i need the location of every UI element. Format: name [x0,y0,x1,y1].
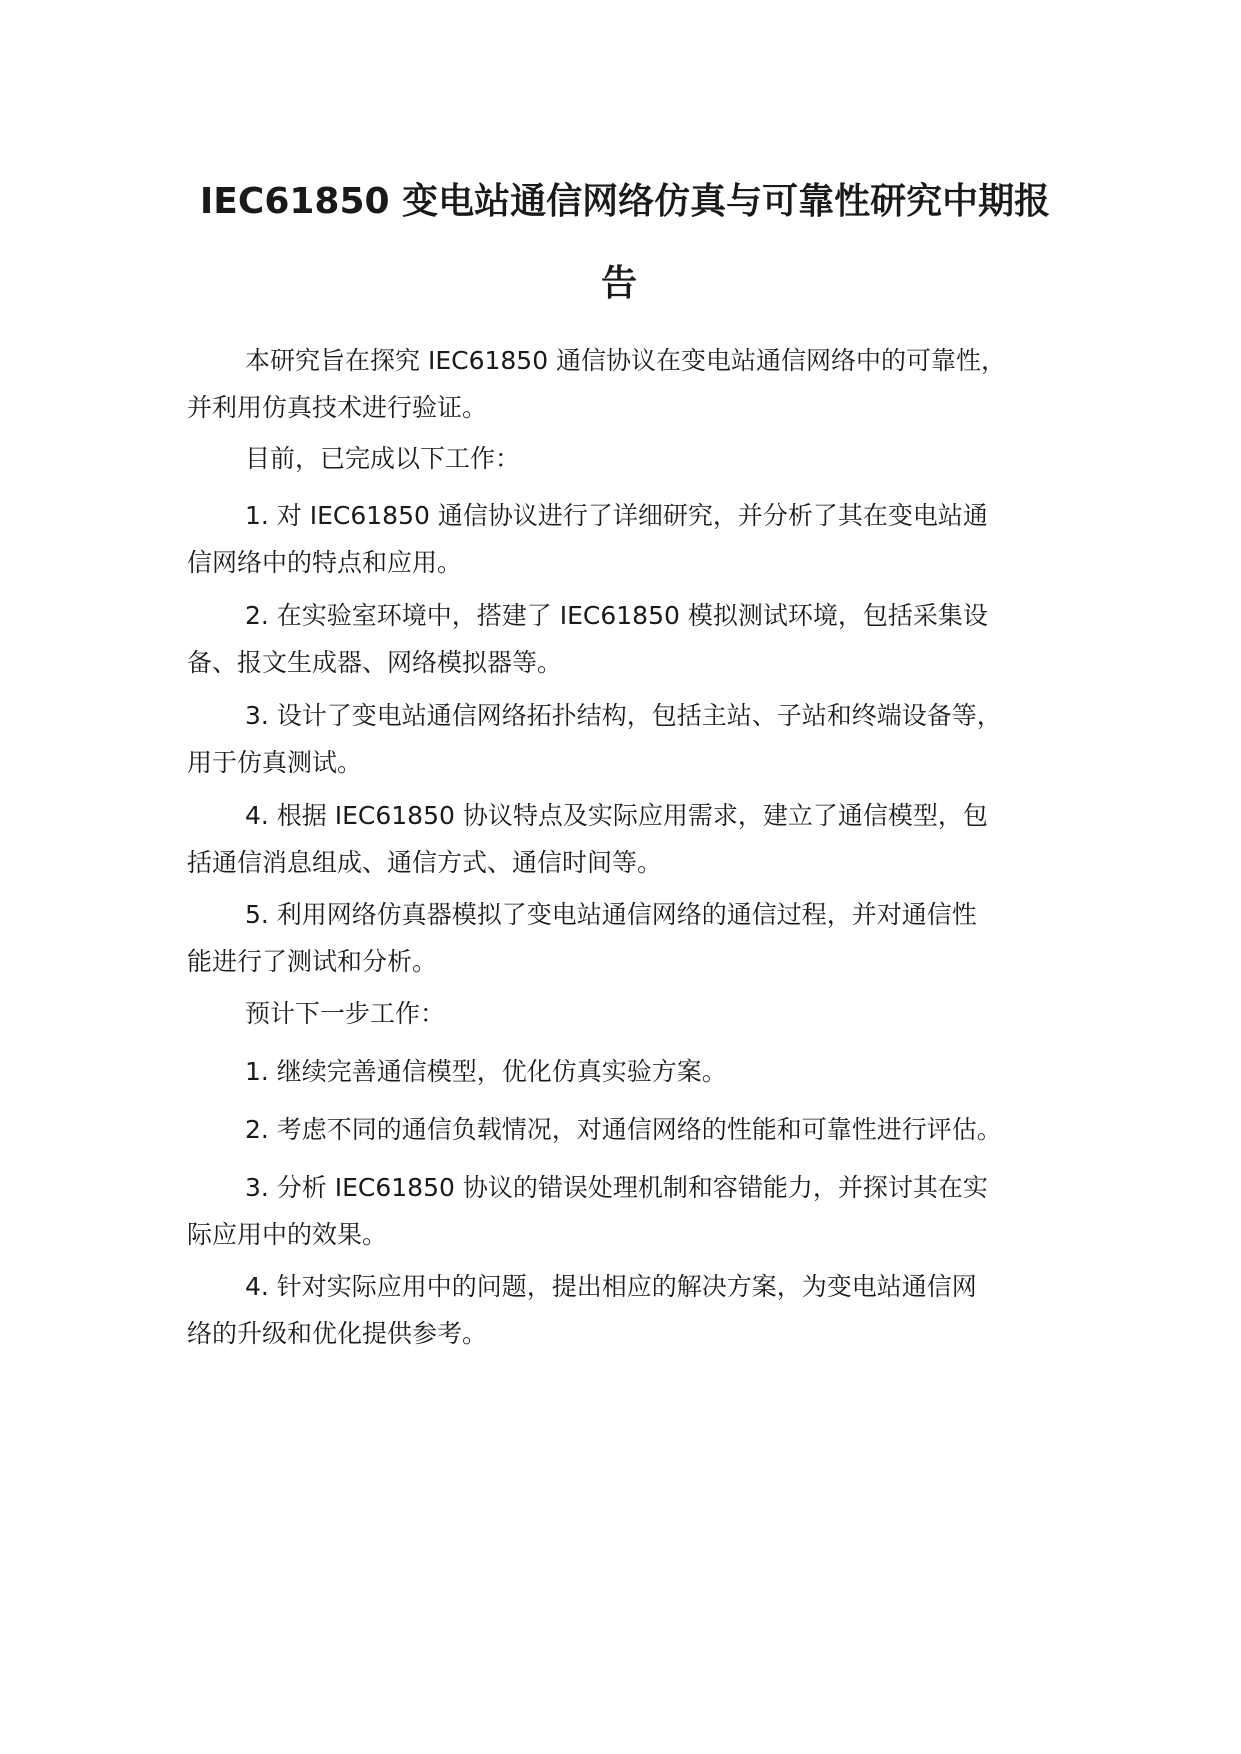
paragraph [187,792,1087,886]
paragraph-line: 预计下一步工作： [245,999,446,1028]
paragraph [187,337,1087,431]
paragraph-line: 1. 继续完善通信模型，优化仿真实验方案。 [245,1057,727,1086]
paragraph-line: 2. 考虑不同的通信负载情况，对通信网络的性能和可靠性进行评估。 [245,1115,1002,1144]
paragraph [187,1048,1087,1095]
paragraph-line: 用于仿真测试。 [187,748,363,777]
paragraph-line: 备、报文生成器、网络模拟器等。 [187,648,563,677]
paragraph-line: 5. 利用网络仿真器模拟了变电站通信网络的通信过程，并对通信性 [245,900,977,929]
paragraph-line: 2. 在实验室环境中，搭建了 IEC61850 模拟测试环境，包括采集设 [245,601,988,630]
paragraph [187,891,1087,985]
paragraph-line: 络的升级和优化提供参考。 [187,1319,488,1348]
document-title-continued: 告 [600,263,637,304]
paragraph-line: 能进行了测试和分析。 [187,947,438,976]
paragraph [187,990,1087,1037]
paragraph-line: 括通信消息组成、通信方式、通信时间等。 [187,848,663,877]
paragraph [187,692,1087,786]
paragraph [187,435,1087,482]
paragraph-line: 3. 分析 IEC61850 协议的错误处理机制和容错能力，并探讨其在实 [245,1173,988,1202]
paragraph-line: 信网络中的特点和应用。 [187,548,463,577]
paragraph-line: 3. 设计了变电站通信网络拓扑结构，包括主站、子站和终端设备等， [245,701,1002,730]
paragraph-line: 际应用中的效果。 [187,1220,388,1249]
paragraph [187,1106,1087,1153]
paragraph-line: 目前，已完成以下工作： [245,444,521,473]
paragraph [187,1164,1087,1258]
paragraph [187,1263,1087,1357]
paragraph-line: 1. 对 IEC61850 通信协议进行了详细研究，并分析了其在变电站通 [245,501,988,530]
paragraph-line: 4. 根据 IEC61850 协议特点及实际应用需求，建立了通信模型，包 [245,801,988,830]
paragraph-line: 本研究旨在探究 IEC61850 通信协议在变电站通信网络中的可靠性， [245,346,1007,375]
paragraph-line: 4. 针对实际应用中的问题，提出相应的解决方案，为变电站通信网 [245,1272,977,1301]
paragraph [187,492,1087,586]
paragraph [187,592,1087,686]
document-title: IEC61850 变电站通信网络仿真与可靠性研究中期报 [199,181,1051,222]
paragraph-line: 并利用仿真技术进行验证。 [187,393,488,422]
